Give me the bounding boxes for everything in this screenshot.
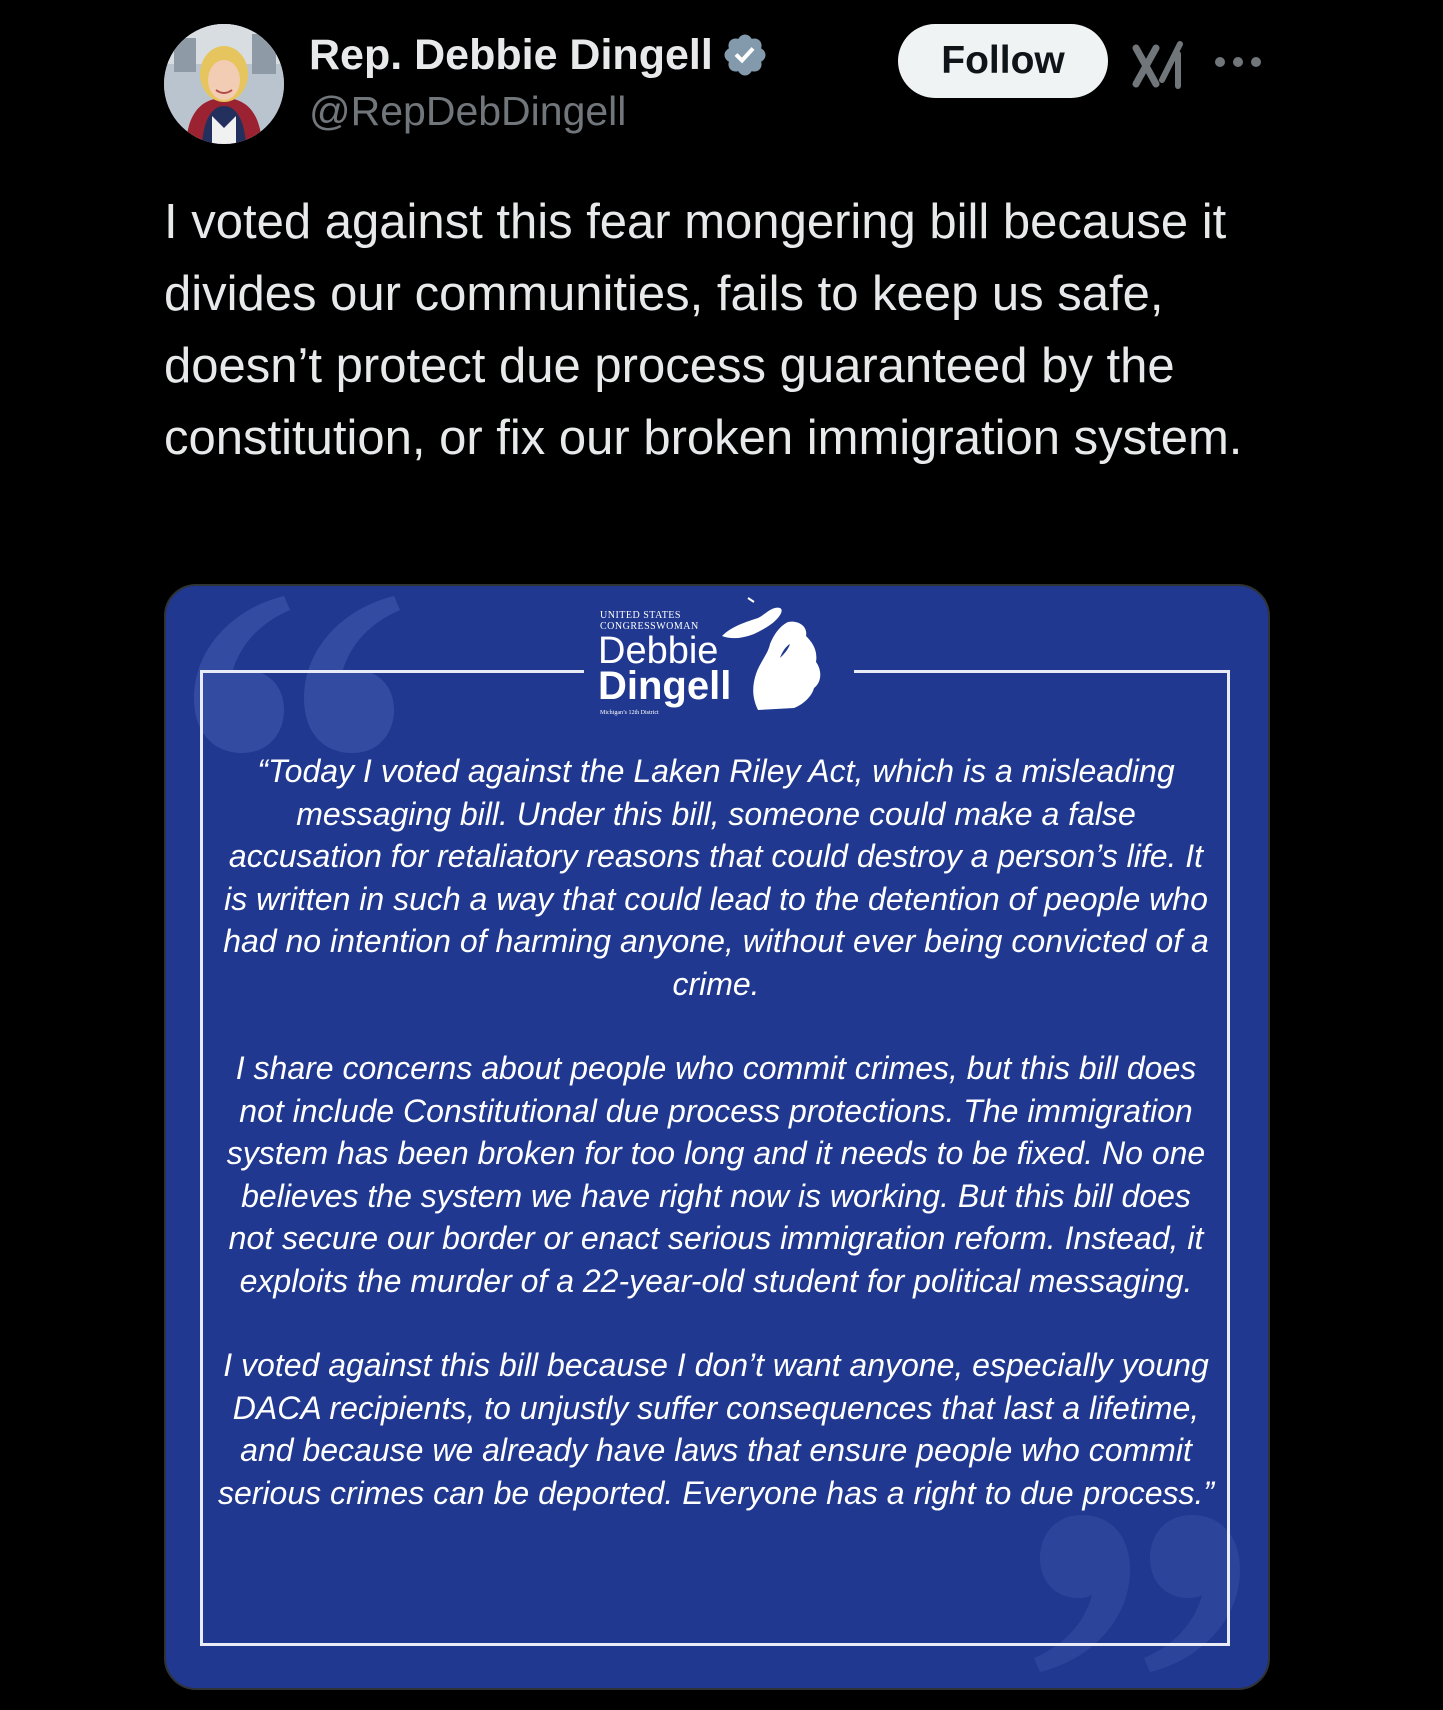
display-name[interactable]: Rep. Debbie Dingell (309, 30, 713, 79)
author-name-row[interactable] (309, 30, 769, 80)
logo-last-name: Dingell (598, 664, 732, 708)
michigan-map-icon (718, 596, 828, 714)
more-options-icon[interactable] (1212, 52, 1264, 72)
logo-district: Michigan’s 12th District (600, 710, 659, 716)
grok-icon[interactable] (1132, 40, 1188, 90)
logo-first-name: Debbie (598, 630, 719, 672)
statement-paragraph-3: I voted against this bill because I don’t want anyone, especially young DACA recipients, to unjustly suffer consequences that last a lifetime, and because we already have laws that ensure people who commit serious crimes can be deported. Everyone has a right to due process.” (217, 1347, 1215, 1511)
dingell-logo (584, 586, 854, 732)
statement-paragraph-1: “Today I voted against the Laken Riley Act, which is a misleading messaging bill. Under this bill, someone could make a false accusation for retaliatory reasons that could destroy a person’s life. It is written in such a way that could lead to the detention of people who had no intention of harming anyone, without ever being convicted of a crime. (223, 753, 1209, 1002)
statement-paragraph-2: I share concerns about people who commit crimes, but this bill does not include Constitutional due process protections. The immigration system has been broken for too long and it needs to be fixed. No one believes the system we have right now is working. But this bill does not secure our border or enact serious immigration reform. Instead, it exploits the murder of a 22-year-old student for political messaging. (226, 1050, 1206, 1299)
author-handle[interactable]: @RepDebDingell (309, 88, 627, 134)
logo-line-2: CONGRESSWOMAN (600, 621, 699, 632)
logo-line-1: UNITED STATES (600, 610, 681, 621)
tweet-image[interactable] (164, 584, 1270, 1690)
avatar[interactable] (164, 24, 284, 144)
verified-badge-icon (721, 31, 769, 79)
tweet-text: I voted against this fear mongering bill because it divides our communities, fails to keep us safe, doesn’t protect due process guaranteed by the constitution, or fix our broken immigration system. (164, 195, 1243, 465)
follow-button[interactable]: Follow (898, 24, 1108, 98)
statement-text (216, 750, 1216, 1556)
